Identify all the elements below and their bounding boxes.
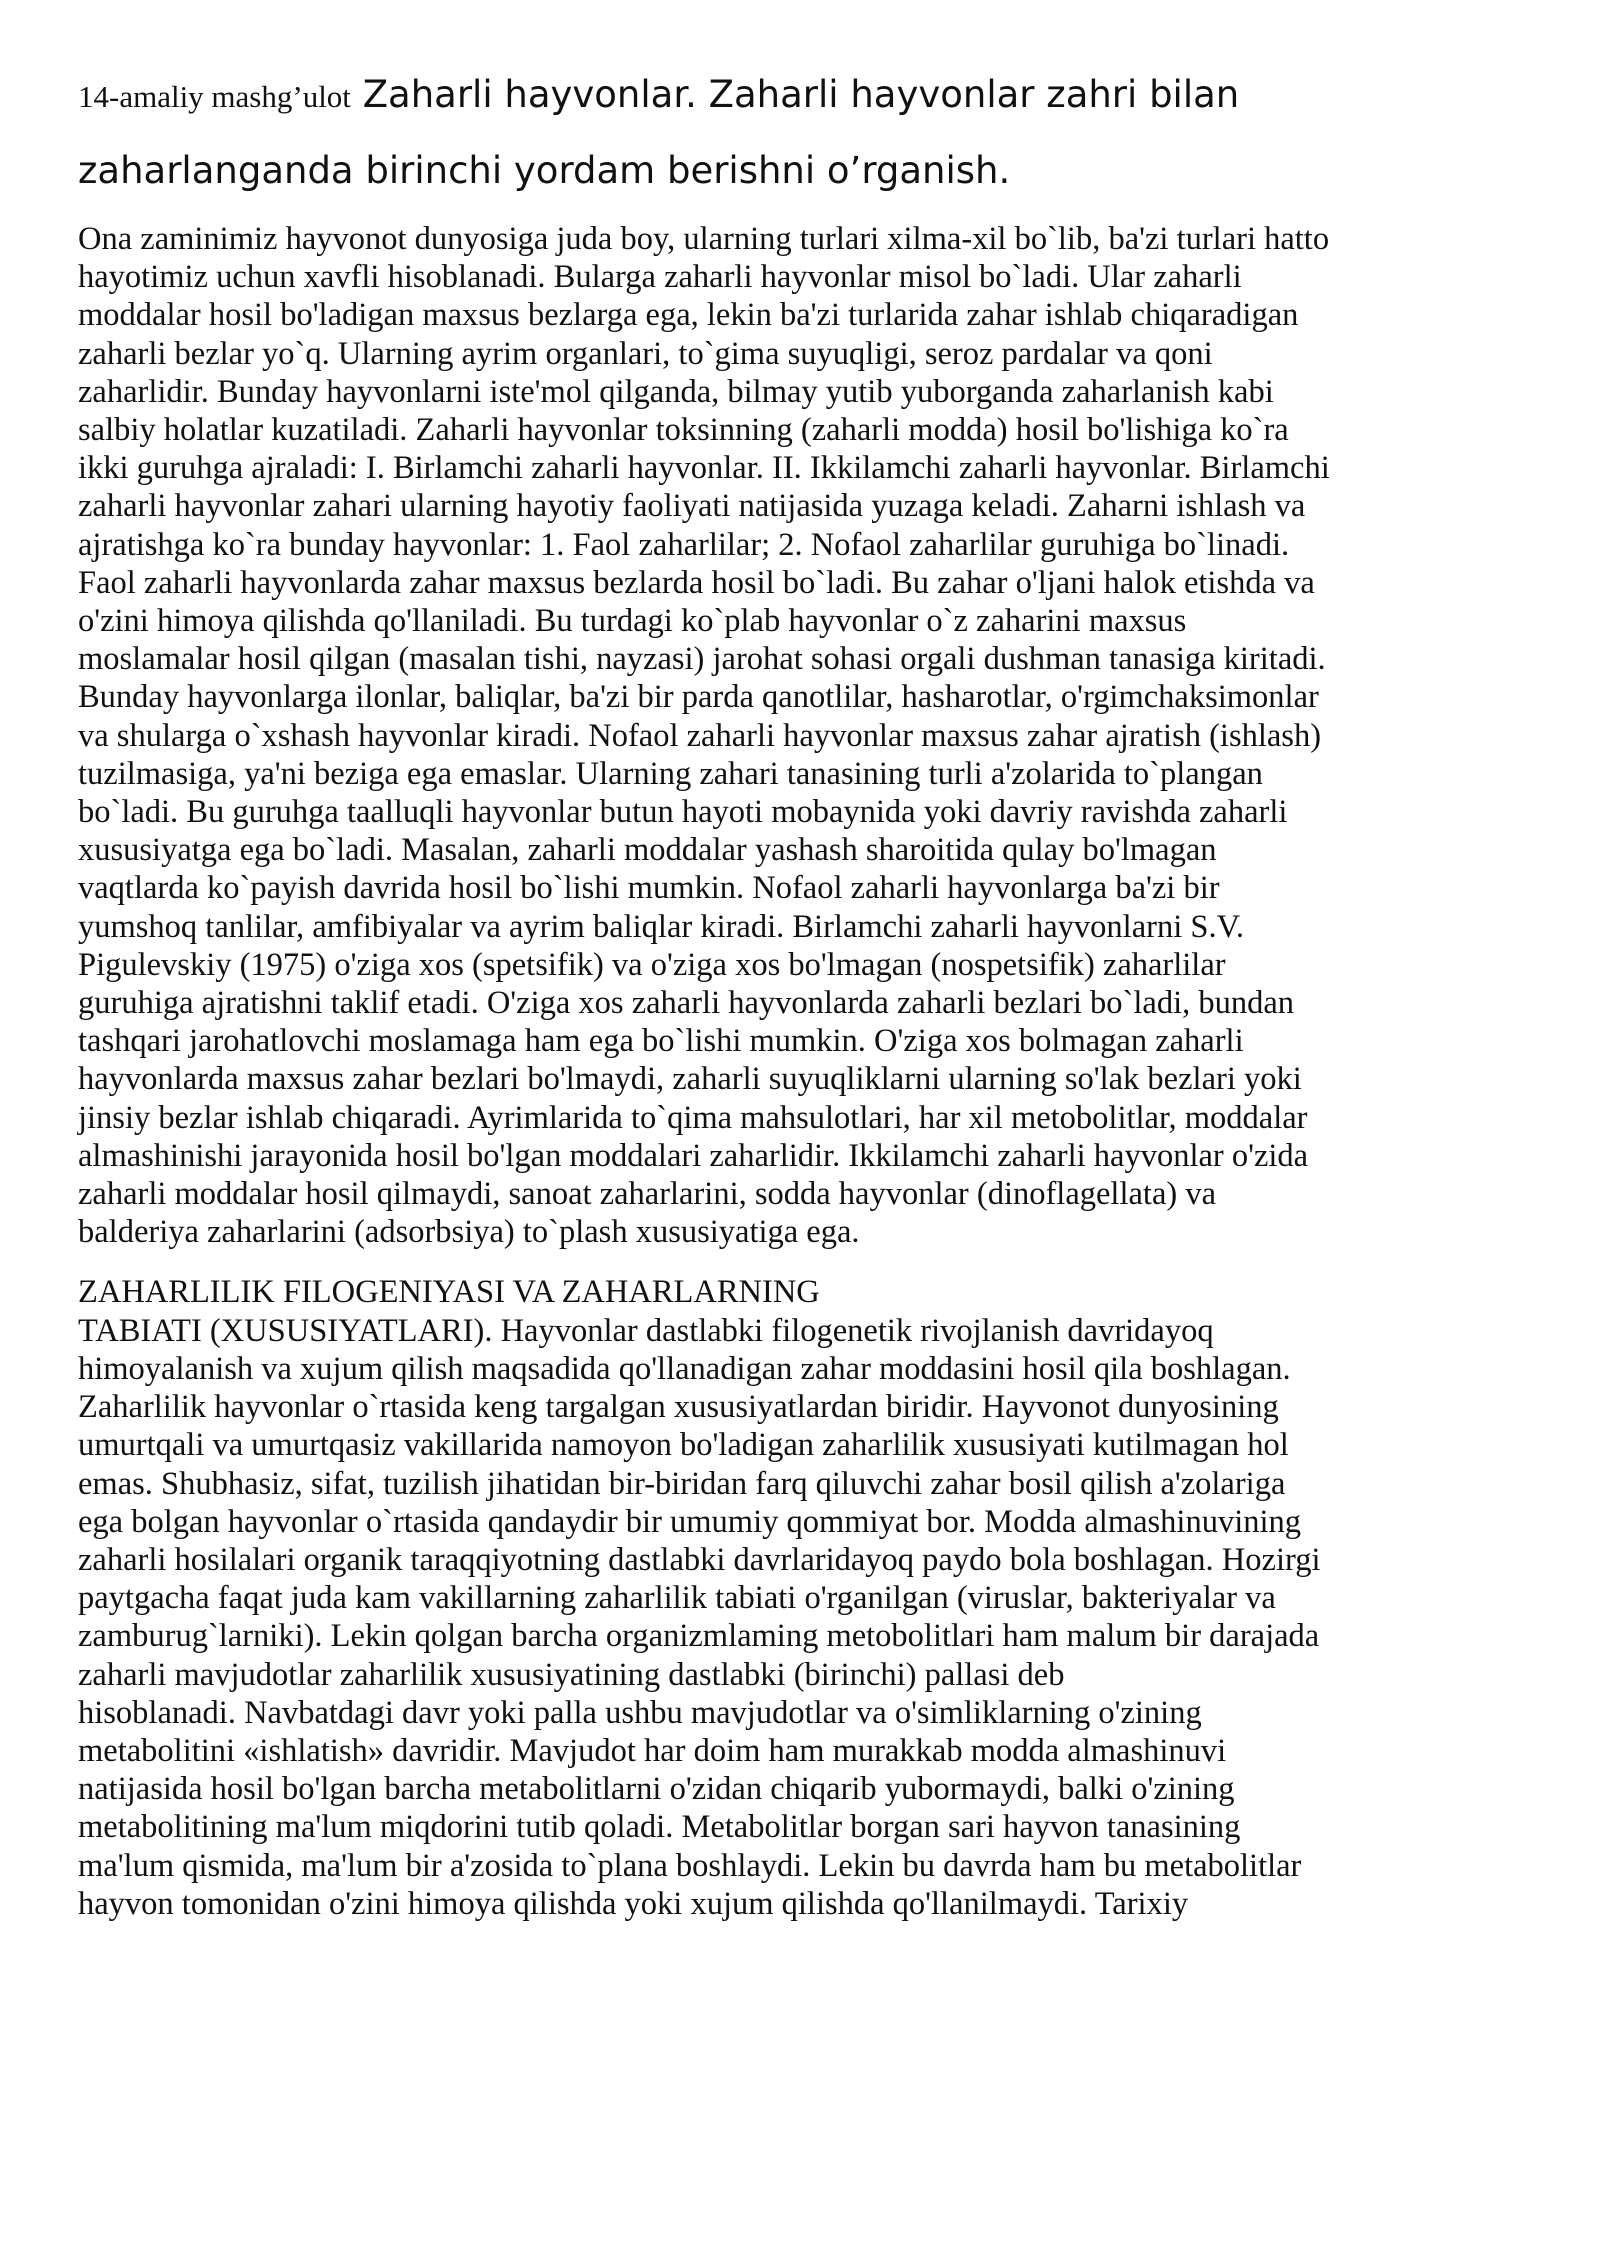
paragraph-introduction: Ona zaminimiz hayvonot dunyosiga juda boy, ularning turlari xilma-xil bo`lib, ba'zi turlari hatto hayotimiz uchun xavfli hisoblanadi. Bularga zaharli hayvonlar misol bo`ladi. Ular zaharli moddalar hosil bo'ladigan maxsus bezlarga ega, lekin ba'zi turlarida zahar ishlab chiqaradigan zaharli bezlar yo`q. Ularning ayrim organlari, to`gima suyuqligi, seroz pardalar va qoni zaharlidir. Bunday hayvonlarni iste'mol qilganda, bilmay yutib yuborganda zaharlanish kabi salbiy holatlar kuzatiladi. Zaharli hayvonlar toksinning (zaharli modda) hosil bo'lishiga ko`ra ikki guruhga ajraladi: I. Birlamchi zaharli hayvonlar. II. Ikkilamchi zaharli hayvonlar. Birlamchi zaharli hayvonlar zahari ularning hayotiy faoliyati natijasida yuzaga keladi. Zaharni ishlash va ajratishga ko`ra bunday hayvonlar: 1. Faol zaharlilar; 2. Nofaol zaharlilar guruhiga bo`linadi. Faol zaharli hayvonlarda zahar maxsus bezlarda hosil bo`ladi. Bu zahar o'ljani halok etishda va o'zini himoya qilishda qo'llaniladi. Bu turdagi ko`plab hayvonlar o`z zaharini maxsus moslamalar hosil qilgan (masalan tishi, nayzasi) jarohat sohasi orgali dushman tanasiga kiritadi. Bunday hayvonlarga ilonlar, baliqlar, ba'zi bir parda qanotlilar, hasharotlar, o'rgimchaksimonlar va shularga o`xshash hayvonlar kiradi. Nofaol zaharli hayvonlar maxsus zahar ajratish (ishlash) tuzilmasiga, ya'ni beziga ega emaslar. Ularning zahari tanasining turli a'zolarida to`plangan bo`ladi. Bu guruhga taalluqli hayvonlar butun hayoti mobaynida yoki davriy ravishda zaharli xususiyatga ega bo`ladi. Masalan, zaharli moddalar yashash sharoitida qulay bo'lmagan vaqtlarda ko`payish davrida hosil bo`lishi mumkin. Nofaol zaharli hayvonlarga ba'zi bir yumshoq tanlilar, amfibiyalar va ayrim baliqlar kiradi. Birlamchi zaharli hayvonlarni S.V. Pigulevskiy (1975) o'ziga xos (spetsifik) va o'ziga xos bo'lmagan (nospetsifik) zaharlilar guruhiga ajratishni taklif etadi. O'ziga xos zaharli hayvonlarda zaharli bezlari bo`ladi, bundan tashqari jarohatlovchi moslamaga ham ega bo`lishi mumkin. O'ziga xos bolmagan zaharli hayvonlarda maxsus zahar bezlari bo'lmaydi, zaharli suyuqliklarni ularning so'lak bezlari yoki jinsiy bezlar ishlab chiqaradi. Ayrimlarida to`qima mahsulotlari, har xil metobolitlar, moddalar almashinishi jarayonida hosil bo'lgan moddalari zaharlidir. Ikkilamchi zaharli hayvonlar o'zida zaharli moddalar hosil qilmaydi, sanoat zaharlarini, sodda hayvonlar (dinoflagellata) va balderiya zaharlarini (adsorbsiya) to`plash xususiyatiga ega. — [78, 221, 1330, 1251]
paragraph-phylogeny: ZAHARLILIK FILOGENIYASI VA ZAHARLARNING TABIATI (XUSUSIYATLARI). Hayvonlar dastlabki filogenetik rivojlanish davridayoq himoyalanish va xujum qilish maqsadida qo'llanadigan zahar moddasini hosil qila boshlagan. Zaharlilik hayvonlar o`rtasida keng targalgan xususiyatlardan biridir. Hayvonot dunyosining umurtqali va umurtqasiz vakillarida namoyon bo'ladigan zaharlilik xususiyati kutilmagan hol emas. Shubhasiz, sifat, tuzilish jihatidan bir-biridan farq qiluvchi zahar bosil qilish a'zolariga ega bolgan hayvonlar o`rtasida qandaydir bir umumiy qommiyat bor. Modda almashinuvining zaharli hosilalari organik taraqqiyotning dastlabki davrlaridayoq paydo bola boshlagan. Hozirgi paytgacha faqat juda kam vakillarning zaharlilik tabiati o'rganilgan (viruslar, bakteriyalar va zamburug`larniki). Lekin qolgan barcha organizmlaming metobolitlari ham malum bir darajada zaharli mavjudotlar zaharlilik xususiyatining dastlabki (birinchi) pallasi deb hisoblanadi. Navbatdagi davr yoki palla ushbu mavjudotlar va o'simliklarning o'zining metabolitini «ishlatish» davridir. Mavjudot har doim ham murakkab modda almashinuvi natijasida hosil bo'lgan barcha metabolitlarni o'zidan chiqarib yubormaydi, balki o'zining metabolitining ma'lum miqdorini tutib qoladi. Metabolitlar borgan sari hayvon tanasining ma'lum qismida, ma'lum bir a'zosida to`plana boshlaydi. Lekin bu davrda ham bu metabolitlar hayvon tomonidan o'zini himoya qilishda yoki xujum qilishda qo'llanilmaydi. Tarixiy — [78, 1274, 1321, 1922]
heading-title: Zaharli hayvonlar. Zaharli hayvonlar zahri bilan — [362, 73, 1240, 116]
document-heading — [78, 58, 1538, 208]
document-page — [78, 58, 1538, 1923]
heading-title-line2: zaharlanganda birinchi yordam berishni o’rganish. — [78, 149, 1011, 192]
lesson-number: 14-amaliy mashg’ulot — [78, 79, 351, 114]
